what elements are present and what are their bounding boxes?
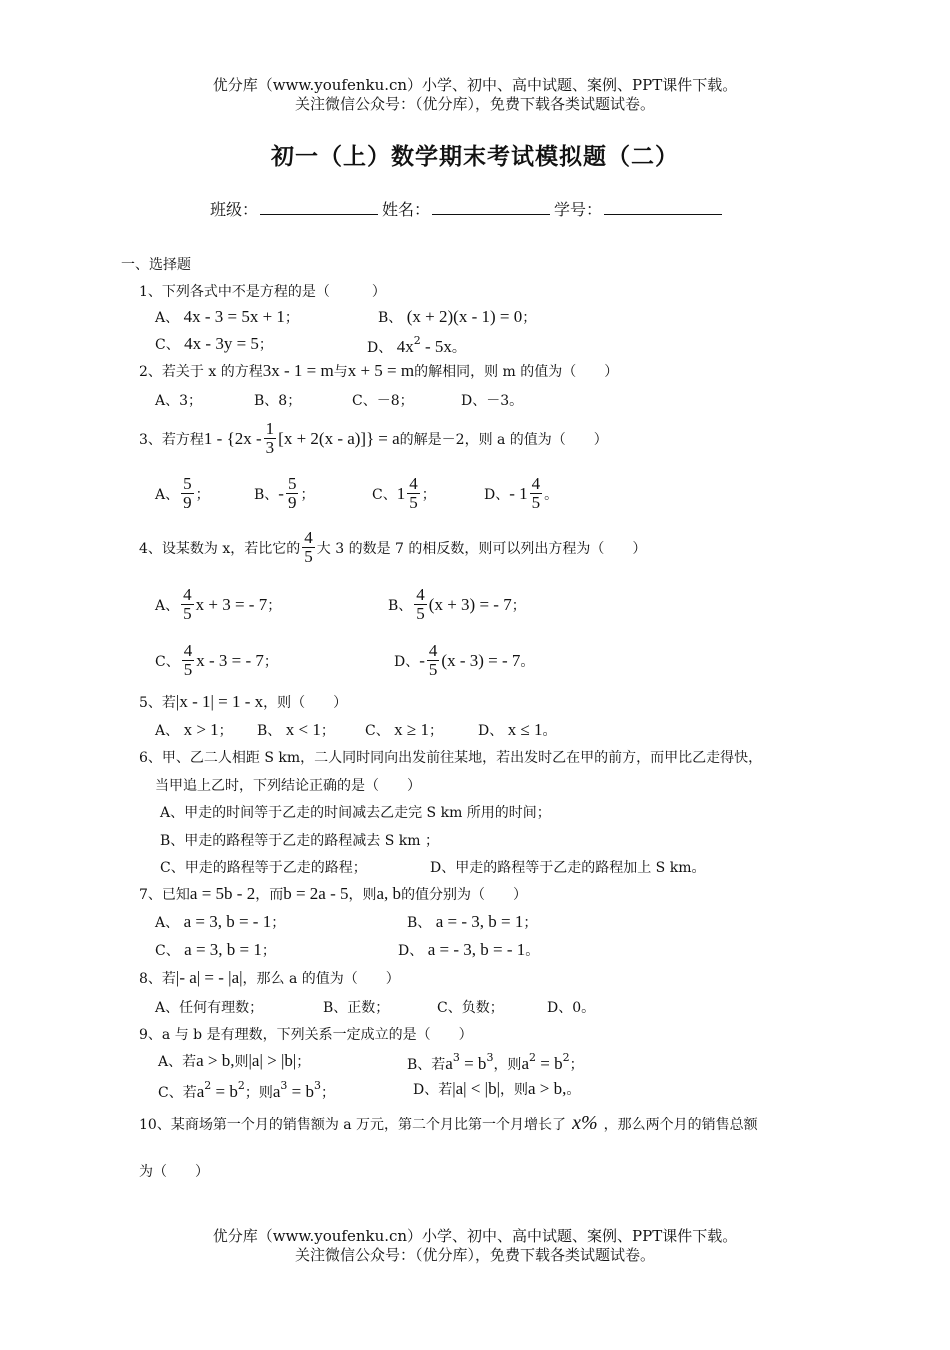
q3-option-d: D、 - 1 $\frac{4}{5}$ 。 xyxy=(484,474,559,512)
q3-option-c: C、 1 $\frac{4}{5}$ ； xyxy=(372,474,436,512)
class-label: 班级： xyxy=(210,200,259,219)
q2-stem: 2、若关于 x 的方程3x - 1 = m与x + 5 = m的解相同，则 m 的值为（ ） xyxy=(139,361,619,380)
q4-option-c: C、 $\frac{4}{5}$ x - 3 = - 7 ； xyxy=(155,641,278,679)
q7-option-c: C、 a = 3, b = 1； xyxy=(155,940,276,959)
q6-stem-line-1: 6、甲、乙二人相距 S km，二人同时同向出发前往某地，若出发时乙在甲的前方，而甲比乙走得快， xyxy=(139,750,763,766)
q2-option-a: A、3； xyxy=(155,393,203,409)
q7-option-a: A、 a = 3, b = - 1； xyxy=(155,912,286,931)
student-info-line xyxy=(210,197,726,220)
q4-option-b: B、 $\frac{4}{5}$ (x + 3) = - 7 ； xyxy=(388,585,526,623)
q5-stem: 5、若|x - 1| = 1 - x，则（ ） xyxy=(139,692,348,711)
q4-option-d: D、 - $\frac{4}{5}$ (x - 3) = - 7 。 xyxy=(394,641,535,679)
q3-option-a: A、 $\frac{5}{9}$ ； xyxy=(155,474,210,512)
q7-stem: 7、已知a = 5b - 2，而b = 2a - 5，则a, b的值分别为（ ） xyxy=(139,884,528,903)
header-line-1: 优分库（www.youfenku.cn）小学、初中、高中试题、案例、PPT课件下载。 xyxy=(212,76,738,94)
q7-option-b: B、 a = - 3, b = 1； xyxy=(407,912,538,931)
q6-option-c: C、甲走的路程等于乙走的路程； xyxy=(160,860,367,876)
q9-stem: 9、a 与 b 是有理数，下列关系一定成立的是（ ） xyxy=(139,1027,473,1043)
q1-stem: 1、下列各式中不是方程的是（ ） xyxy=(139,284,386,300)
q2-option-c: C、－8； xyxy=(352,393,414,409)
id-label: 学号： xyxy=(554,200,603,219)
q6-option-d: D、甲走的路程等于乙走的路程加上 S km。 xyxy=(430,860,706,876)
q1-option-b: B、 (x + 2)(x - 1) = 0； xyxy=(378,307,537,326)
q4-stem: 4、设某数为 x，若比它的 $\frac{4}{5}$ 大 3 的数是 7 的相反数，则可以列出方程为（ ） xyxy=(139,528,647,566)
q3-stem: 3、若方程 1 - {2x - $\frac{1}{3}$ [x + 2(x - a)]} = a 的解是－2，则 a 的值为（ ） xyxy=(139,419,608,457)
footer-line-2: 关注微信公众号：（优分库），免费下载各类试题试卷。 xyxy=(294,1246,655,1264)
q7-option-d: D、 a = - 3, b = - 1。 xyxy=(398,940,540,959)
q6-option-a: A、甲走的时间等于乙走的时间减去乙走完 S km 所用的时间； xyxy=(160,805,551,821)
page-title: 初一（上）数学期末考试模拟题（二） xyxy=(271,143,679,170)
q9-option-c: C、若$a^2 = b^2$；则$a^3 = b^3$； xyxy=(158,1079,335,1101)
q8-option-b: B、正数； xyxy=(323,1000,390,1016)
q8-stem: 8、若|- a| = - |a|，那么 a 的值为（ ） xyxy=(139,968,400,987)
q6-option-b: B、甲走的路程等于乙走的路程减去 S km ； xyxy=(160,833,439,849)
id-blank[interactable] xyxy=(604,200,722,215)
footer-line-1: 优分库（www.youfenku.cn）小学、初中、高中试题、案例、PPT课件下载。 xyxy=(212,1227,738,1245)
q5-option-d: D、 x ≤ 1。 xyxy=(478,720,557,739)
q8-option-a: A、任何有理数； xyxy=(155,1000,264,1016)
q2-option-d: D、－3。 xyxy=(461,393,524,409)
q5-option-b: B、 x < 1； xyxy=(257,720,335,739)
q9-option-d: D、若|a| < |b|，则a > b,。 xyxy=(413,1079,581,1098)
header-line-2: 关注微信公众号：（优分库），免费下载各类试题试卷。 xyxy=(294,95,655,113)
q1-option-c: C、 4x - 3y = 5； xyxy=(155,334,273,353)
q6-stem-line-2: 当甲追上乙时，下列结论正确的是（ ） xyxy=(155,778,421,794)
q5-option-a: A、 x > 1； xyxy=(155,720,233,739)
q9-option-b: B、若$a^3 = b^3$，则$a^2 = b^2$； xyxy=(407,1051,584,1073)
q3-option-b: B、 - $\frac{5}{9}$ ； xyxy=(254,474,315,512)
q1-option-d: D、 $4x^2 - 5x$。 xyxy=(367,334,466,356)
q1-option-a: A、 4x - 3 = 5x + 1； xyxy=(155,307,299,326)
name-label: 姓名： xyxy=(382,200,431,219)
q10-stem-line-1: 10、某商场第一个月的销售额为 a 万元，第二个月比第一个月增长了 x% ，那么两个月的销售总额 xyxy=(139,1112,758,1134)
q2-option-b: B、8； xyxy=(254,393,302,409)
section-heading: 一、选择题 xyxy=(121,257,191,273)
q8-option-c: C、负数； xyxy=(437,1000,504,1016)
name-blank[interactable] xyxy=(432,200,550,215)
q10-stem-line-2: 为（ ） xyxy=(139,1164,209,1180)
q5-option-c: C、 x ≥ 1； xyxy=(365,720,444,739)
q9-option-a: A、若a > b,则|a| > |b|； xyxy=(158,1051,311,1070)
class-blank[interactable] xyxy=(260,200,378,215)
q8-option-d: D、0。 xyxy=(547,1000,596,1016)
q4-option-a: A、 $\frac{4}{5}$ x + 3 = - 7 ； xyxy=(155,585,282,623)
